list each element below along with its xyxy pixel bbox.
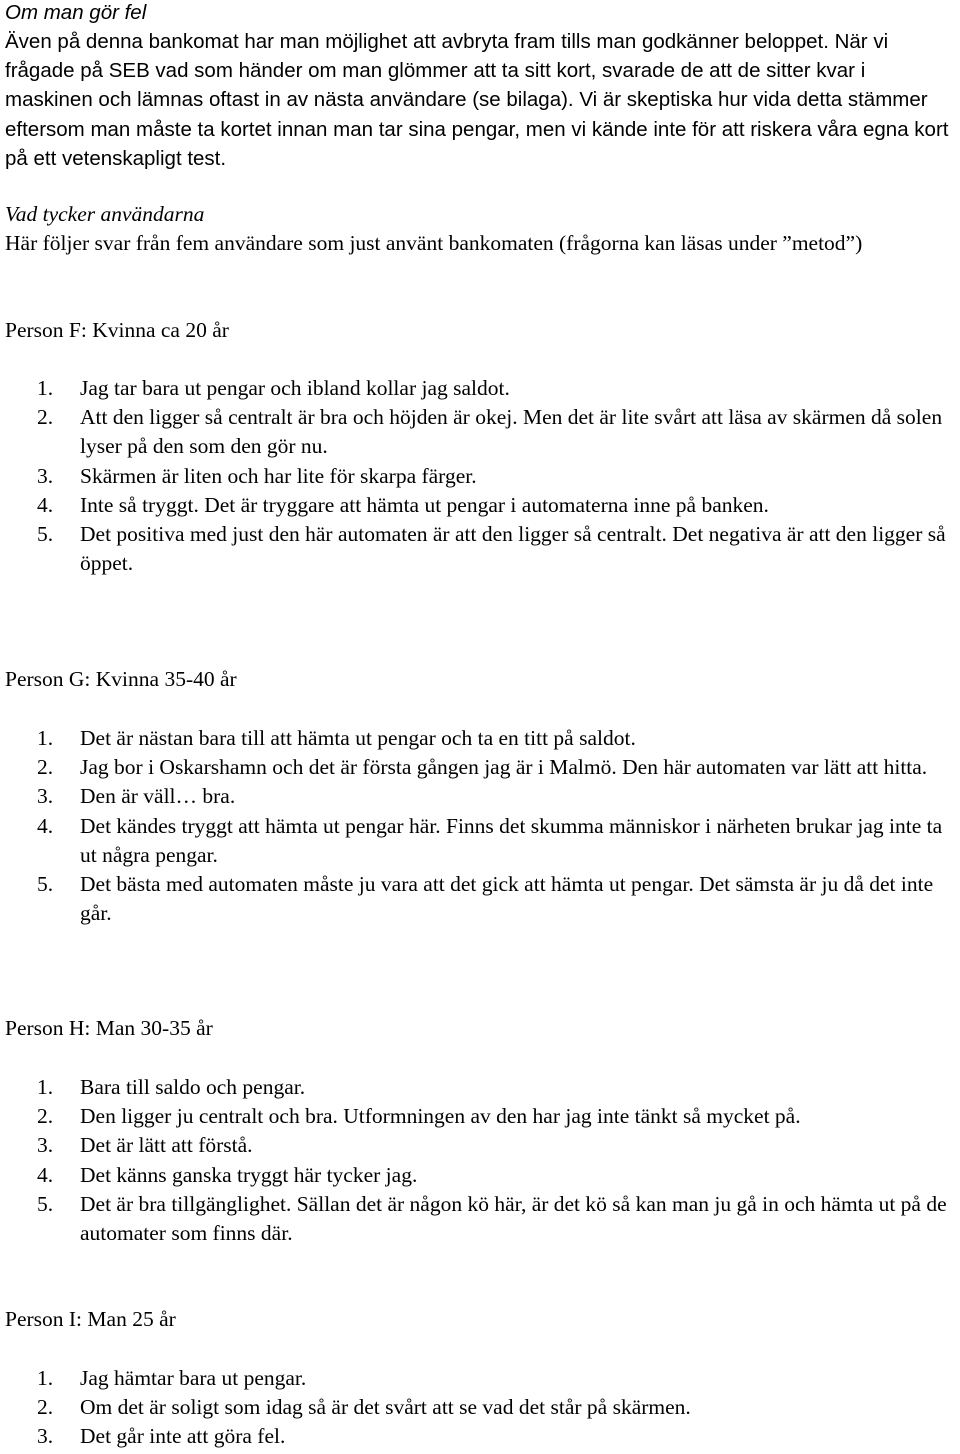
item-number: 2. — [37, 755, 54, 780]
list-item — [0, 1190, 956, 1248]
item-text: Det är lätt att förstå. — [80, 1133, 253, 1158]
item-text: Inte så tryggt. Det är tryggare att hämta ut pengar i automaterna inne på banken. — [80, 492, 769, 517]
item-text: Att den ligger så centralt är bra och höjden är okej. Men det är lite svårt att läsa av skärmen då solen lyser på den som den gör nu. — [80, 405, 943, 459]
item-text: Skärmen är liten och har lite för skarpa färger. — [80, 463, 477, 488]
list-item — [0, 1364, 956, 1393]
list-item — [0, 1161, 956, 1190]
item-text: Det är nästan bara till att hämta ut pengar och ta en titt på saldot. — [80, 726, 636, 750]
answer-list — [0, 724, 956, 928]
item-number: 5. — [37, 522, 54, 547]
item-number: 4. — [37, 813, 54, 838]
item-text: Det positiva med just den här automaten är att den ligger så centralt. Det negativa är att den ligger så öppet. — [80, 522, 946, 576]
person-heading: Person G: Kvinna 35-40 år — [5, 667, 237, 691]
section-intro-users: Här följer svar från fem användare som just använt bankomaten (frågorna kan läsas under ”metod”) — [5, 231, 863, 255]
item-text: Jag hämtar bara ut pengar. — [80, 1366, 307, 1390]
section-heading-users: Vad tycker användarna — [5, 202, 205, 226]
list-item — [0, 782, 956, 811]
item-number: 3. — [37, 1133, 54, 1158]
item-number: 2. — [37, 1395, 54, 1420]
list-item — [0, 812, 956, 870]
item-text: Det bästa med automaten måste ju vara att det gick att hämta ut pengar. Det sämsta är ju då det inte går. — [80, 872, 934, 926]
item-number: 5. — [37, 872, 54, 897]
section-body-errors: Även på denna bankomat har man möjlighet att avbryta fram tills man godkänner beloppet. När vi frågade på SEB vad som händer om man glömmer att ta sitt kort, svarade de att de sitter kvar i maskinen och lämnas oftast in av nästa användare (se bilaga). Vi är skeptiska hur vida detta stämmer eftersom man måste ta kortet innan man tar sina pengar, men vi kände inte för att riskera våra egna kort på ett vetenskapligt test. — [5, 30, 949, 170]
list-item — [0, 1131, 956, 1160]
list-item — [0, 1393, 956, 1422]
item-number: 4. — [37, 492, 54, 517]
list-item — [0, 462, 956, 491]
list-item — [0, 403, 956, 461]
item-number: 4. — [37, 1162, 54, 1187]
person-heading: Person F: Kvinna ca 20 år — [5, 318, 229, 342]
answer-list — [0, 374, 956, 578]
item-number: 2. — [37, 1104, 54, 1129]
item-number: 3. — [37, 784, 54, 809]
list-item — [0, 753, 956, 782]
item-text: Den ligger ju centralt och bra. Utformningen av den har jag inte tänkt så mycket på. — [80, 1104, 801, 1129]
item-number: 1. — [37, 1075, 54, 1099]
item-text: Det är bra tillgänglighet. Sällan det är någon kö här, är det kö så kan man ju gå in och hämta ut på de automater som finns där. — [80, 1191, 947, 1246]
list-item — [0, 1073, 956, 1102]
list-item — [0, 870, 956, 928]
person-heading: Person I: Man 25 år — [5, 1307, 176, 1331]
item-text: Det går inte att göra fel. — [80, 1424, 286, 1449]
list-item — [0, 491, 956, 520]
list-item — [0, 374, 956, 403]
item-number: 1. — [37, 1366, 54, 1390]
item-number: 1. — [37, 376, 54, 400]
item-text: Det kändes tryggt att hämta ut pengar här. Finns det skumma människor i närheten brukar jag inte ta ut några pengar. — [80, 813, 943, 867]
list-item — [0, 1422, 956, 1451]
item-number: 2. — [37, 405, 54, 430]
item-number: 3. — [37, 463, 54, 488]
person-heading: Person H: Man 30-35 år — [5, 1016, 213, 1040]
list-item — [0, 1102, 956, 1131]
list-item — [0, 724, 956, 753]
item-text: Den är väll… bra. — [80, 784, 236, 809]
item-number: 5. — [37, 1191, 54, 1216]
answer-list — [0, 1073, 956, 1248]
item-number: 1. — [37, 726, 54, 750]
item-text: Om det är soligt som idag så är det svårt att se vad det står på skärmen. — [80, 1395, 691, 1420]
item-text: Jag tar bara ut pengar och ibland kollar jag saldot. — [80, 376, 510, 400]
section-heading-errors: Om man gör fel — [5, 1, 147, 24]
item-number: 3. — [37, 1424, 54, 1449]
item-text: Bara till saldo och pengar. — [80, 1075, 306, 1099]
list-item — [0, 520, 956, 578]
item-text: Det känns ganska tryggt här tycker jag. — [80, 1162, 418, 1187]
item-text: Jag bor i Oskarshamn och det är första gången jag är i Malmö. Den här automaten var lätt att hitta. — [80, 755, 928, 780]
answer-list — [0, 1364, 956, 1452]
